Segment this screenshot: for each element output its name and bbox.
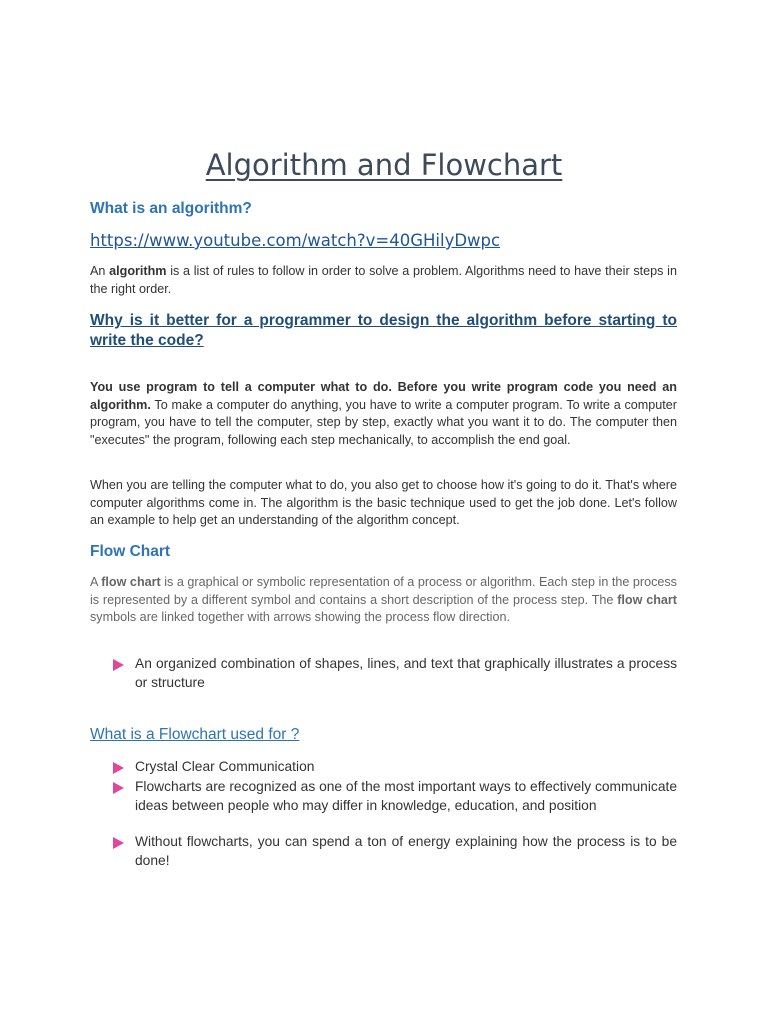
list-item [113,758,677,777]
heading-flowchart-used-for: What is a Flowchart used for ? [90,726,300,743]
algorithm-definition [90,263,677,298]
bold-term: algorithm [109,264,167,278]
bold-text: You use program to tell a computer what to do. Before you write program code you need an algorithm. [90,380,677,412]
list-item [113,778,677,815]
heading-flow-chart: Flow Chart [90,543,171,560]
text: A [90,575,102,589]
pink-triangle-bullet-icon [113,837,124,849]
list-item [113,655,677,692]
heading-why-design: Why is it better for a programmer to design the algorithm before starting to write the code? [90,312,677,349]
pink-triangle-bullet-icon [113,762,124,774]
list-item-text: An organized combination of shapes, lines, and text that graphically illustrates a process or structure [135,656,677,690]
pink-triangle-bullet-icon [113,782,124,794]
list-item [113,833,677,870]
flowchart-definition [90,574,677,627]
list-item-text: Without flowcharts, you can spend a ton of energy explaining how the process is to be done! [135,834,677,868]
text: is a graphical or symbolic representation of a process or algorithm. Each step in the process is represented by a different symbol and contains a short description of the process step. The [90,575,677,607]
text: An [90,264,110,278]
text: is a list of rules to follow in order to solve a problem. Algorithms need to have their steps in the right order. [90,264,677,296]
title-text: Algorithm and Flowchart [205,148,563,182]
pink-triangle-bullet-icon [113,659,124,671]
list-item-text: Flowcharts are recognized as one of the most important ways to effectively communicate ideas between people who may differ in knowledge, education, and position [135,779,677,813]
paragraph-telling-computer: When you are telling the computer what to do, you also get to choose how it's going to do it. That's where computer algorithms come in. The algorithm is the basic technique used to get the job done. Let's follow an example to help get an understanding of the algorithm concept. [90,478,677,528]
text: symbols are linked together with arrows showing the process flow direction. [90,610,510,625]
document-title [0,148,768,182]
list-item-text: Crystal Clear Communication [135,759,315,774]
youtube-link[interactable]: https://www.youtube.com/watch?v=40GHilyDwpc [90,231,501,250]
heading-what-is-algorithm: What is an algorithm? [90,200,252,217]
bold-term: flow chart [101,575,161,589]
text: To make a computer do anything, you have to write a computer program. To write a computer program, you have to tell the computer, step by step, exactly what you want it to do. The computer then "executes" the program, following each step mechanically, to accomplish the end goal. [90,397,677,448]
bold-term: flow chart [617,592,677,607]
paragraph-program [90,379,677,450]
